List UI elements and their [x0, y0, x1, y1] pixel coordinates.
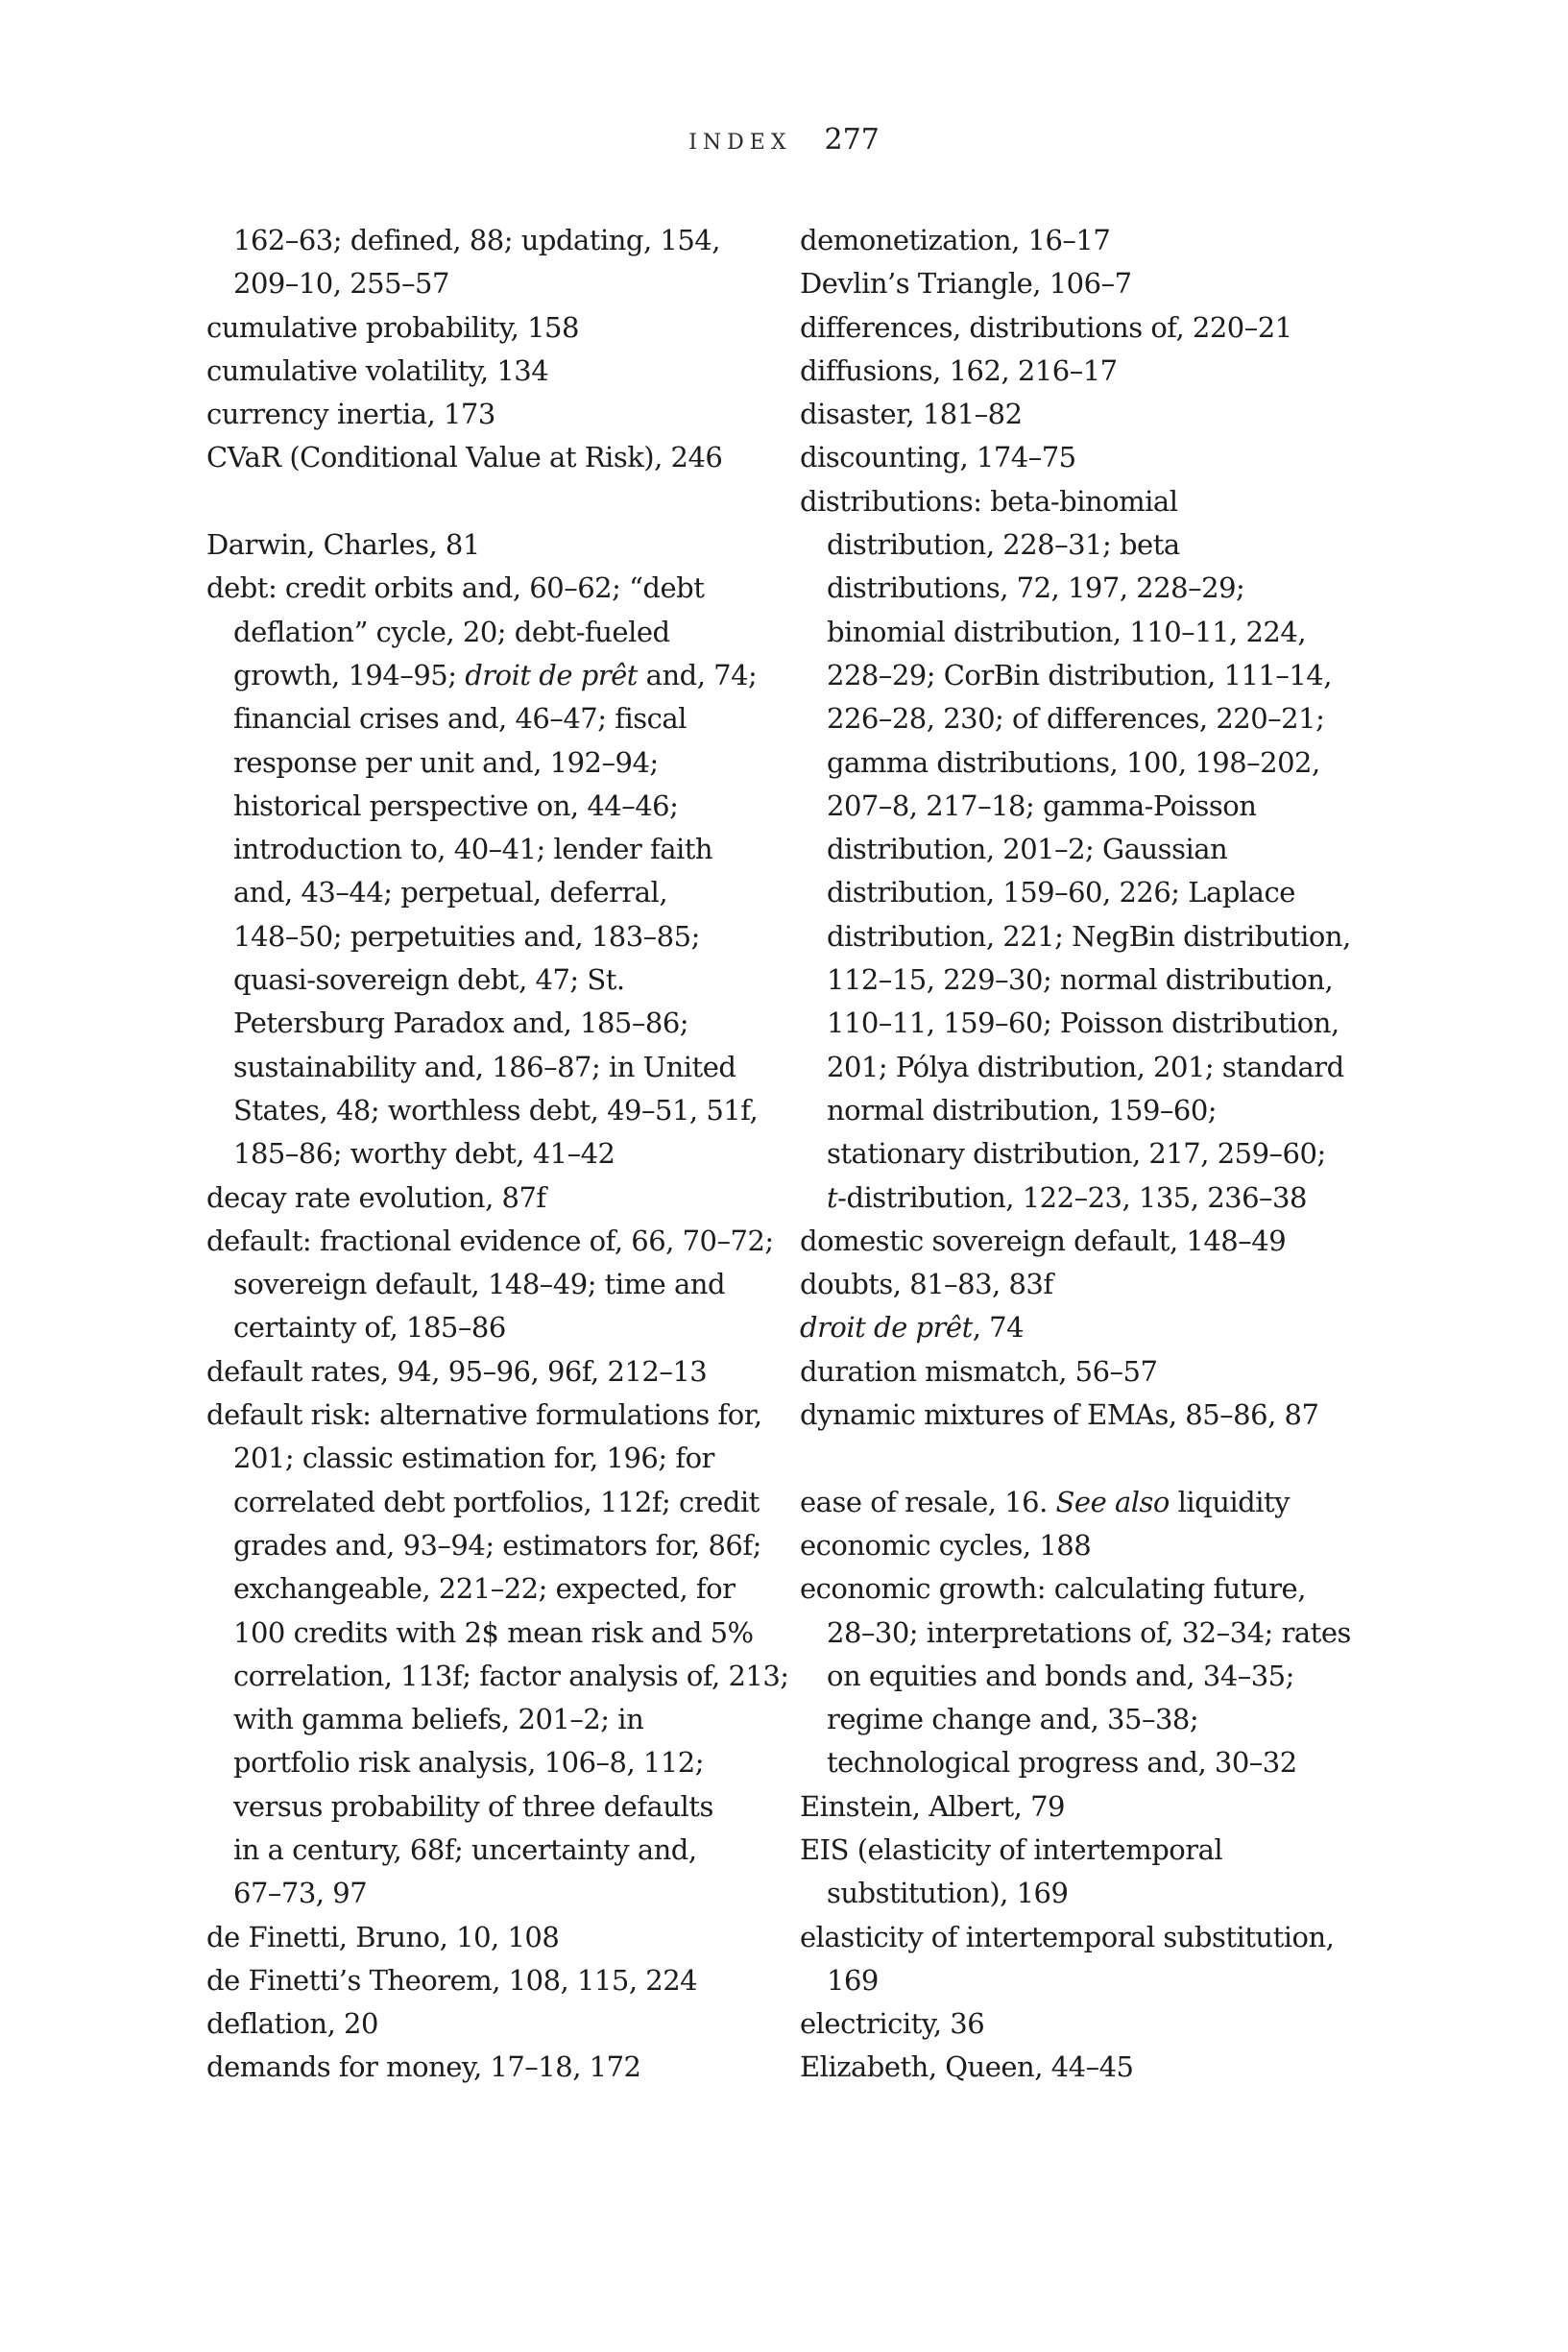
index-entry-line	[206, 697, 792, 740]
index-entry-text: on equities and bonds and, 34–35;	[827, 1659, 1294, 1692]
index-entry-line	[800, 1089, 1414, 1132]
index-entry-text: gamma distributions, 100, 198–202,	[827, 745, 1320, 779]
index-entry-line	[800, 1002, 1414, 1045]
index-entry-text: de Finetti, Bruno, 10, 108	[206, 1920, 560, 1953]
index-entry-line	[206, 828, 792, 871]
index-entry-line	[800, 1176, 1414, 1220]
index-entry-line	[800, 1306, 1414, 1349]
index-entry-text: economic growth: calculating future,	[800, 1572, 1306, 1606]
index-entry-text: 226–28, 230; of differences, 220–21;	[827, 702, 1325, 736]
index-entry-text: Devlin’s Triangle, 106–7	[800, 267, 1132, 301]
index-entry-text: response per unit and, 192–94;	[233, 745, 659, 779]
index-entry-line	[206, 1612, 792, 1655]
index-entry-text: -distribution, 122–23, 135, 236–38	[837, 1180, 1307, 1214]
index-entry-text: distribution, 159–60, 226; Laplace	[827, 876, 1295, 909]
index-entry-line	[800, 567, 1414, 610]
index-entry-line	[800, 1655, 1414, 1698]
index-entry-line	[206, 306, 792, 350]
index-entry-line	[800, 1481, 1414, 1524]
index-entry-line	[800, 436, 1414, 479]
index-entry-text: grades and, 93–94; estimators for, 86f;	[233, 1528, 761, 1562]
index-entry-text: elasticity of intertemporal substitution,	[800, 1920, 1335, 1953]
index-entry-line	[206, 1655, 792, 1698]
index-entry-text: 207–8, 217–18; gamma-Poisson	[827, 788, 1257, 822]
index-entry-line	[206, 1220, 792, 1263]
index-entry-line	[206, 1002, 792, 1045]
index-entry-text: 209–10, 255–57	[233, 267, 449, 301]
index-entry-line	[206, 1741, 792, 1784]
index-entry-line	[800, 785, 1414, 828]
index-entry-text: distributions, 72, 197, 228–29;	[827, 571, 1245, 605]
index-entry-text: diffusions, 162, 216–17	[800, 353, 1118, 387]
index-entry-italic-text: See also	[1055, 1485, 1170, 1518]
index-entry-line	[800, 480, 1414, 523]
index-entry-line	[800, 1567, 1414, 1611]
index-entry-line	[206, 1089, 792, 1132]
index-entry-line	[206, 219, 792, 262]
index-entry-text: certainty of, 185–86	[233, 1311, 506, 1345]
index-entry-text: 185–86; worthy debt, 41–42	[233, 1137, 615, 1171]
index-entry-text: 162–63; defined, 88; updating, 154,	[233, 224, 720, 256]
index-entry-line	[206, 523, 792, 567]
index-entry-line	[800, 871, 1414, 914]
index-entry-text: default rates, 94, 95–96, 96f, 212–13	[206, 1354, 708, 1388]
index-entry-text: 28–30; interpretations of, 32–34; rates	[827, 1615, 1351, 1649]
index-entry-line	[800, 1872, 1414, 1915]
index-entry-line	[206, 350, 792, 393]
index-entry-text: 148–50; perpetuities and, 183–85;	[233, 919, 700, 953]
index-entry-text: cumulative probability, 158	[206, 310, 579, 344]
index-entry-line	[206, 2046, 792, 2089]
index-entry-text: exchangeable, 221–22; expected, for	[233, 1572, 736, 1606]
index-entry-text: 201; classic estimation for, 196; for	[233, 1442, 714, 1475]
index-entry-line	[206, 1263, 792, 1306]
index-entry-italic-text: droit de prêt	[465, 658, 638, 691]
index-entry-line	[800, 1829, 1414, 1872]
index-entry-text: default: fractional evidence of, 66, 70–72;	[206, 1224, 774, 1257]
index-entry-line	[206, 1437, 792, 1480]
index-entry-line	[206, 958, 792, 1002]
index-entry-text: Einstein, Albert, 79	[800, 1789, 1066, 1823]
index-entry-line	[206, 1829, 792, 1872]
index-entry-line	[206, 1132, 792, 1176]
index-entry-text: distributions: beta-binomial	[800, 484, 1178, 518]
index-entry-line	[206, 741, 792, 785]
page-number: 277	[824, 123, 880, 157]
index-entry-line	[800, 1741, 1414, 1784]
index-right-column	[800, 219, 1414, 2090]
index-entry-text: debt: credit orbits and, 60–62; “debt	[206, 571, 705, 605]
index-entry-text: ease of resale, 16.	[800, 1485, 1056, 1518]
index-entry-text: Darwin, Charles, 81	[206, 528, 480, 562]
page-header	[0, 123, 1568, 157]
index-entry-text: portfolio risk analysis, 106–8, 112;	[233, 1746, 705, 1780]
running-head-title: INDEX	[688, 131, 792, 155]
index-entry-text: technological progress and, 30–32	[827, 1746, 1297, 1780]
index-entry-line	[206, 1350, 792, 1394]
index-entry-text: 67–73, 97	[233, 1877, 368, 1910]
index-entry-text: EIS (elasticity of intertemporal	[800, 1832, 1223, 1866]
index-entry-text: correlated debt portfolios, 112f; credit	[233, 1485, 760, 1518]
index-entry-text: dynamic mixtures of EMAs, 85–86, 87	[800, 1398, 1319, 1432]
index-entry-line	[800, 1394, 1414, 1437]
index-entry-text: 201; Pólya distribution, 201; standard	[827, 1050, 1344, 1083]
index-entry-line	[800, 1132, 1414, 1176]
index-entry-line	[800, 1612, 1414, 1655]
index-entry-text: deflation, 20	[206, 2007, 378, 2041]
index-entry-line	[206, 1306, 792, 1349]
index-entry-text: with gamma beliefs, 201–2; in	[233, 1703, 644, 1736]
index-entry-text: decay rate evolution, 87f	[206, 1180, 546, 1214]
index-entry-text: cumulative volatility, 134	[206, 353, 549, 387]
index-entry-line	[800, 393, 1414, 436]
index-entry-text: currency inertia, 173	[206, 398, 495, 431]
index-entry-text: 169	[827, 1963, 879, 1997]
index-entry-line	[206, 1872, 792, 1915]
index-entry-text: disaster, 181–82	[800, 398, 1023, 431]
index-entry-line	[206, 785, 792, 828]
index-entry-line	[800, 350, 1414, 393]
index-entry-text: distribution, 221; NegBin distribution,	[827, 919, 1351, 953]
index-entry-line	[800, 1916, 1414, 1959]
index-entry-text: domestic sovereign default, 148–49	[800, 1224, 1287, 1257]
index-entry-line	[800, 219, 1414, 262]
index-entry-text: versus probability of three defaults	[233, 1789, 713, 1823]
index-entry-line	[206, 2002, 792, 2046]
index-entry-text: substitution), 169	[827, 1877, 1069, 1910]
index-entry-text: Petersburg Paradox and, 185–86;	[233, 1006, 689, 1040]
index-entry-text: stationary distribution, 217, 259–60;	[827, 1137, 1326, 1171]
index-entry-text: economic cycles, 188	[800, 1528, 1092, 1562]
index-entry-line	[800, 1350, 1414, 1394]
index-entry-text: de Finetti’s Theorem, 108, 115, 224	[206, 1963, 698, 1997]
index-entry-text: growth, 194–95;	[233, 658, 466, 691]
index-entry-line	[800, 654, 1414, 697]
index-entry-text: liquidity	[1169, 1485, 1291, 1518]
index-entry-text: distribution, 228–31; beta	[827, 528, 1180, 562]
index-entry-line	[206, 393, 792, 436]
index-entry-text: distribution, 201–2; Gaussian	[827, 833, 1228, 866]
index-entry-line	[206, 611, 792, 654]
index-entry-line	[206, 1176, 792, 1220]
index-entry-text: States, 48; worthless debt, 49–51, 51f,	[233, 1093, 759, 1127]
index-entry-text: duration mismatch, 56–57	[800, 1354, 1158, 1388]
index-entry-line	[206, 1959, 792, 2002]
index-entry-text: and, 74;	[637, 658, 758, 691]
index-entry-text: in a century, 68f; uncertainty and,	[233, 1832, 697, 1866]
index-entry-line	[206, 567, 792, 610]
index-entry-text: , 74	[972, 1311, 1025, 1345]
index-entry-italic-text: droit de prêt	[800, 1311, 973, 1345]
index-entry-line	[206, 1481, 792, 1524]
index-entry-line	[206, 1916, 792, 1959]
index-entry-line	[206, 871, 792, 914]
index-entry-line	[206, 1394, 792, 1437]
index-entry-text: financial crises and, 46–47; fiscal	[233, 702, 687, 736]
index-entry-line	[206, 436, 792, 479]
index-entry-line	[800, 1959, 1414, 2002]
index-entry-line	[800, 262, 1414, 305]
index-entry-text: electricity, 36	[800, 2007, 985, 2041]
index-entry-line	[206, 915, 792, 958]
index-left-column	[206, 219, 792, 2090]
index-entry-text: 112–15, 229–30; normal distribution,	[827, 963, 1334, 997]
index-entry-line	[800, 611, 1414, 654]
index-entry-line	[206, 1698, 792, 1741]
index-entry-text: regime change and, 35–38;	[827, 1703, 1199, 1736]
index-entry-line	[206, 1785, 792, 1829]
index-entry-line	[800, 958, 1414, 1002]
index-entry-line	[800, 1220, 1414, 1263]
index-entry-text: Elizabeth, Queen, 44–45	[800, 2050, 1134, 2084]
index-entry-text: differences, distributions of, 220–21	[800, 310, 1292, 344]
index-entry-line	[800, 2002, 1414, 2046]
index-entry-text: binomial distribution, 110–11, 224,	[827, 615, 1307, 648]
index-entry-line	[206, 1524, 792, 1567]
index-entry-line	[800, 306, 1414, 350]
index-entry-text: 100 credits with 2$ mean risk and 5%	[233, 1615, 754, 1649]
index-entry-line	[800, 741, 1414, 785]
index-entry-text: discounting, 174–75	[800, 441, 1076, 474]
index-entry-text: 110–11, 159–60; Poisson distribution,	[827, 1006, 1339, 1040]
index-entry-text: introduction to, 40–41; lender faith	[233, 833, 713, 866]
index-entry-line	[800, 1524, 1414, 1567]
index-entry-text: historical perspective on, 44–46;	[233, 788, 679, 822]
index-entry-text: deflation” cycle, 20; debt-fueled	[233, 615, 670, 648]
index-entry-text: CVaR (Conditional Value at Risk), 246	[206, 441, 723, 474]
index-entry-text: doubts, 81–83, 83f	[800, 1268, 1053, 1301]
index-entry-text: demands for money, 17–18, 172	[206, 2050, 641, 2084]
index-entry-italic-text: t	[827, 1180, 838, 1214]
index-entry-text: quasi-sovereign debt, 47; St.	[233, 963, 625, 997]
index-entry-line	[800, 915, 1414, 958]
index-entry-text: default risk: alternative formulations for,	[206, 1398, 762, 1432]
index-entry-line	[800, 2046, 1414, 2089]
index-entry-text: sustainability and, 186–87; in United	[233, 1050, 736, 1083]
index-entry-text: correlation, 113f; factor analysis of, 213;	[233, 1659, 789, 1692]
index-entry-text: and, 43–44; perpetual, deferral,	[233, 876, 668, 909]
index-entry-text: demonetization, 16–17	[800, 224, 1111, 256]
index-entry-line	[206, 1046, 792, 1089]
index-entry-line	[800, 828, 1414, 871]
index-entry-line	[800, 1785, 1414, 1829]
index-entry-line	[800, 523, 1414, 567]
index-entry-line	[206, 1567, 792, 1611]
index-entry-line	[206, 654, 792, 697]
index-entry-line	[800, 1698, 1414, 1741]
index-entry-line	[800, 1046, 1414, 1089]
index-entry-text: 228–29; CorBin distribution, 111–14,	[827, 658, 1332, 691]
index-entry-line	[206, 262, 792, 305]
index-entry-line	[800, 697, 1414, 740]
index-entry-line	[800, 1263, 1414, 1306]
index-entry-text: normal distribution, 159–60;	[827, 1093, 1218, 1127]
index-entry-text: sovereign default, 148–49; time and	[233, 1268, 726, 1301]
